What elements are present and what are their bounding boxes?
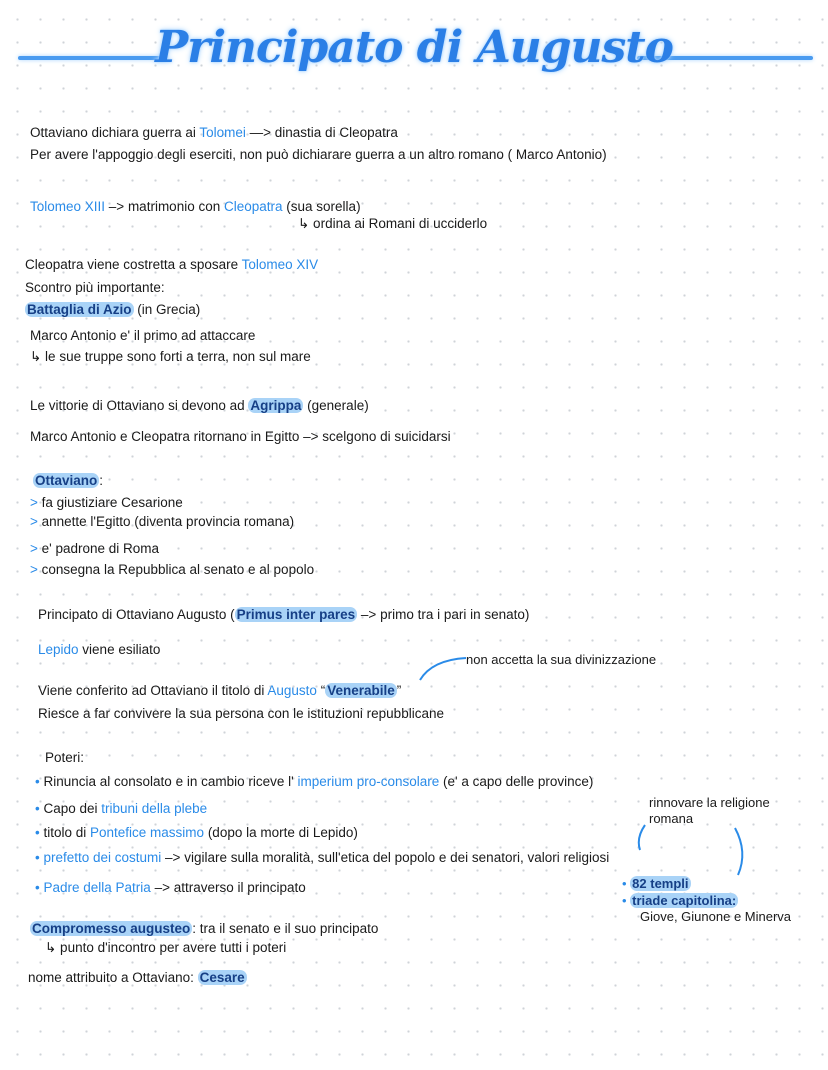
note-line bbox=[30, 124, 398, 142]
blue-term: > bbox=[30, 495, 42, 510]
note-line bbox=[35, 800, 207, 818]
note-line bbox=[38, 682, 401, 700]
note-text: Ottaviano dichiara guerra ai bbox=[30, 125, 200, 140]
note-text: fa giustiziare Cesarione bbox=[41, 495, 183, 510]
note-text: Marco Antonio e Cleopatra ritornano in Egitto –> scelgono di suicidarsi bbox=[30, 429, 451, 444]
note-text: –> primo tra i pari in senato) bbox=[357, 607, 530, 622]
note-text: Riesce a far convivere la sua persona con le istituzioni repubblicane bbox=[38, 706, 444, 721]
note-text: ↳ le sue truppe sono forti a terra, non sul mare bbox=[30, 349, 311, 364]
note-line bbox=[45, 939, 286, 957]
page-title: Principato di Augusto bbox=[155, 22, 673, 73]
note-text: rinnovare la religione bbox=[649, 795, 770, 810]
highlighted-term: Compromesso augusteo bbox=[32, 921, 191, 936]
note-text: nome attribuito a Ottaviano: bbox=[28, 970, 198, 985]
note-text: : bbox=[99, 473, 104, 488]
note-line bbox=[25, 256, 318, 274]
note-text: –> matrimonio con bbox=[105, 199, 224, 214]
note-line bbox=[35, 773, 593, 791]
note-line bbox=[30, 146, 607, 164]
note-text: Capo dei bbox=[43, 801, 102, 816]
note-text: romana bbox=[649, 811, 694, 826]
blue-term: Pontefice massimo bbox=[90, 825, 205, 840]
note-line bbox=[30, 540, 159, 558]
blue-term: Padre della Patria bbox=[43, 880, 151, 895]
note-line bbox=[38, 705, 444, 723]
note-text: “ bbox=[316, 683, 326, 698]
note-text: –> vigilare sulla moralità, sull'etica del popolo e dei senatori, valori religiosi bbox=[161, 850, 610, 865]
note-line bbox=[30, 561, 314, 579]
note-text: Rinuncia al consolato e in cambio riceve l' bbox=[43, 774, 298, 789]
note-text: titolo di bbox=[43, 825, 91, 840]
note-text: Viene conferito ad Ottaviano il titolo di bbox=[38, 683, 268, 698]
note-line bbox=[38, 606, 529, 624]
note-text: Principato di Ottaviano Augusto ( bbox=[38, 607, 235, 622]
note-text: consegna la Repubblica al senato e al popolo bbox=[41, 562, 315, 577]
highlighted-term: Venerabile bbox=[327, 683, 395, 698]
highlighted-term: Cesare bbox=[199, 970, 245, 985]
note-line bbox=[649, 810, 693, 828]
blue-term: Lepido bbox=[38, 642, 79, 657]
note-text: –> attraverso il principato bbox=[150, 880, 306, 895]
note-line bbox=[35, 849, 609, 867]
note-line bbox=[622, 875, 691, 893]
blue-term: • bbox=[622, 876, 631, 891]
note-text: viene esiliato bbox=[78, 642, 161, 657]
blue-term: • bbox=[35, 774, 44, 789]
blue-term: prefetto dei costumi bbox=[43, 850, 162, 865]
blue-term: > bbox=[30, 514, 42, 529]
note-text: (in Grecia) bbox=[133, 302, 201, 317]
note-text: e' padrone di Roma bbox=[41, 541, 160, 556]
highlighted-term: triade capitolina: bbox=[632, 893, 737, 908]
note-text: —> dinastia di Cleopatra bbox=[245, 125, 398, 140]
blue-term: • bbox=[35, 825, 44, 840]
blue-term: tribuni della plebe bbox=[101, 801, 208, 816]
highlighted-term: Primus inter pares bbox=[236, 607, 356, 622]
note-line bbox=[38, 641, 160, 659]
highlighted-term: Ottaviano bbox=[35, 473, 98, 488]
blue-term: Cleopatra bbox=[223, 199, 283, 214]
note-line bbox=[35, 824, 358, 842]
note-text: (sua sorella) bbox=[282, 199, 361, 214]
blue-term: Augusto bbox=[267, 683, 317, 698]
note-text: Per avere l'appoggio degli eserciti, non può dichiarare guerra a un altro romano ( Marco Antonio) bbox=[30, 147, 607, 162]
note-line bbox=[640, 908, 791, 926]
blue-term: Tolomeo XIV bbox=[241, 257, 319, 272]
note-text: Cleopatra viene costretta a sposare bbox=[25, 257, 242, 272]
note-text: ” bbox=[396, 683, 402, 698]
highlighted-term: Agrippa bbox=[250, 398, 302, 413]
note-line bbox=[45, 749, 84, 767]
note-text: Marco Antonio e' il primo ad attaccare bbox=[30, 328, 256, 343]
note-text: ↳ ordina ai Romani di ucciderlo bbox=[298, 216, 488, 231]
note-text: Le vittorie di Ottaviano si devono ad bbox=[30, 398, 249, 413]
note-line bbox=[30, 920, 378, 938]
arrow-curve-venerabile bbox=[420, 658, 466, 680]
bracket-left-icon bbox=[639, 825, 645, 850]
highlighted-term: Battaglia di Azio bbox=[27, 302, 132, 317]
blue-term: > bbox=[30, 541, 42, 556]
note-text: Giove, Giunone e Minerva bbox=[640, 909, 792, 924]
note-line bbox=[33, 472, 103, 490]
blue-term: • bbox=[35, 801, 44, 816]
note-text: Scontro più importante: bbox=[25, 280, 165, 295]
blue-term: imperium pro-consolare bbox=[297, 774, 440, 789]
note-line bbox=[466, 651, 656, 669]
blue-term: • bbox=[35, 850, 44, 865]
blue-term: • bbox=[622, 893, 631, 908]
note-line bbox=[298, 215, 487, 233]
highlighted-term: 82 templi bbox=[632, 876, 689, 891]
note-text: : tra il senato e il suo principato bbox=[192, 921, 379, 936]
note-text: annette l'Egitto (diventa provincia romana) bbox=[41, 514, 295, 529]
note-line bbox=[35, 879, 306, 897]
note-line bbox=[30, 348, 311, 366]
note-line bbox=[30, 494, 183, 512]
note-line bbox=[25, 301, 200, 319]
bracket-right-icon bbox=[735, 828, 742, 875]
note-text: ↳ punto d'incontro per avere tutti i poteri bbox=[45, 940, 287, 955]
note-line bbox=[30, 327, 255, 345]
blue-term: • bbox=[35, 880, 44, 895]
blue-term: > bbox=[30, 562, 42, 577]
blue-term: Tolomeo XIII bbox=[30, 199, 106, 214]
note-text: non accetta la sua divinizzazione bbox=[466, 652, 657, 667]
blue-term: Tolomei bbox=[199, 125, 246, 140]
note-text: (generale) bbox=[303, 398, 369, 413]
note-text: (dopo la morte di Lepido) bbox=[204, 825, 358, 840]
note-text: Poteri: bbox=[45, 750, 85, 765]
note-line bbox=[30, 397, 369, 415]
note-line bbox=[25, 279, 165, 297]
note-text: (e' a capo delle province) bbox=[439, 774, 594, 789]
note-line bbox=[28, 969, 247, 987]
note-line bbox=[30, 513, 294, 531]
note-line bbox=[30, 428, 451, 446]
note-line bbox=[30, 198, 361, 216]
